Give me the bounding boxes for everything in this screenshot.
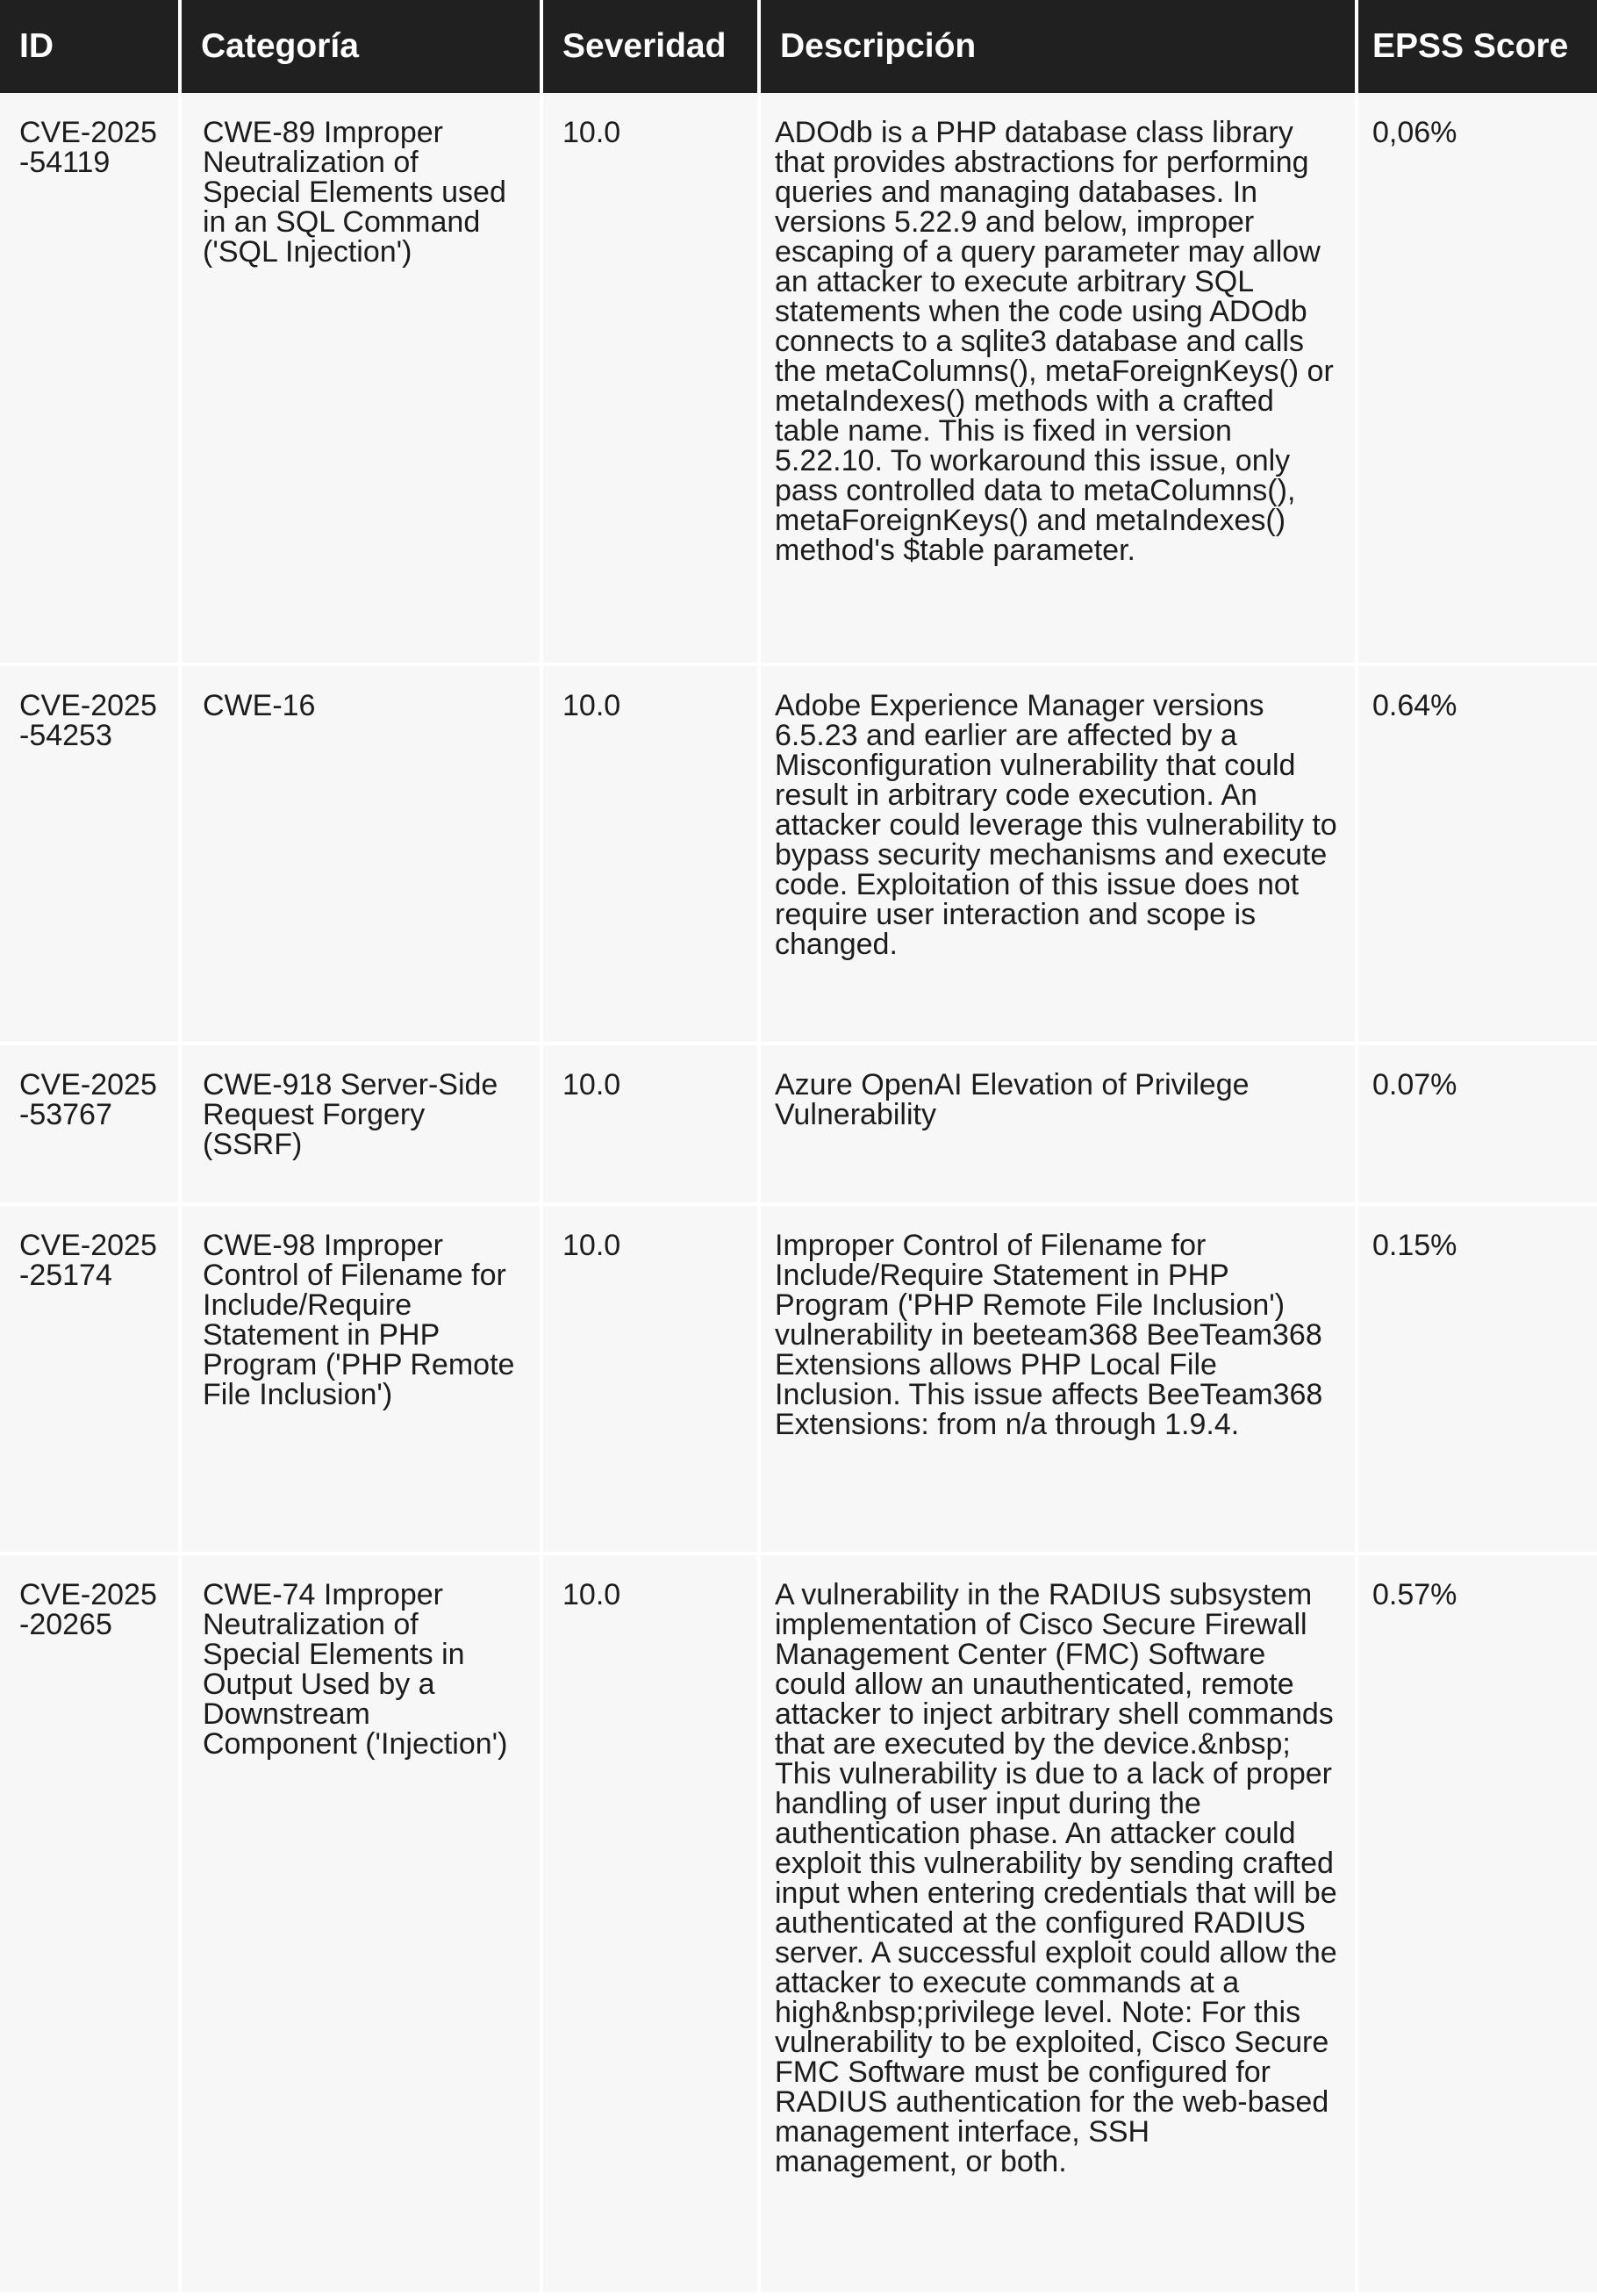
cell-description: ADOdb is a PHP database class library that provides abstractions for performing queries and managing databases. In versions 5.22.9 and below, improper escaping of a query parameter may allow an attacker to execute arbitrary SQL statements when the code using ADOdb connects to a sqlite3 database and calls the metaColumns(), metaForeignKeys() or metaIndexes() methods with a crafted table name. This is fixed in version 5.22.10. To workaround this issue, only pass controlled data to metaColumns(), metaForeignKeys() and metaIndexes() method's $table parameter.: [759, 93, 1357, 664]
cell-severity: 10.0: [541, 1553, 759, 2294]
table-row: [0, 1553, 1597, 2294]
cell-id: [0, 1553, 180, 2294]
cve-id-prefix: CVE-2025: [19, 1578, 157, 1612]
header-epss: EPSS Score: [1357, 0, 1597, 93]
cve-id-suffix: -54253: [19, 718, 112, 752]
cve-id-prefix: CVE-2025: [19, 1067, 157, 1101]
cell-category: CWE-74 Improper Neutralization of Special Elements in Output Used by a Downstream Component ('Injection'): [180, 1553, 541, 2294]
cell-id: [0, 1204, 180, 1553]
cve-id-suffix: -20265: [19, 1608, 112, 1642]
table-row: [0, 664, 1597, 1044]
cell-severity: 10.0: [541, 93, 759, 664]
cell-description: A vulnerability in the RADIUS subsystem implementation of Cisco Secure Firewall Management Center (FMC) Software could allow an unauthenticated, remote attacker to inject arbitrary shell commands that are executed by the device.&nbsp; This vulnerability is due to a lack of proper handling of user input during the authentication phase. An attacker could exploit this vulnerability by sending crafted input when entering credentials that will be authenticated at the configured RADIUS server. A successful exploit could allow the attacker to execute commands at a high&nbsp;privilege level. Note: For this vulnerability to be exploited, Cisco Secure FMC Software must be configured for RADIUS authentication for the web-based management interface, SSH management, or both.: [759, 1553, 1357, 2294]
table-row: [0, 1044, 1597, 1204]
cell-epss: 0.64%: [1357, 664, 1597, 1044]
header-severity: Severidad: [541, 0, 759, 93]
cell-description: Improper Control of Filename for Include/Require Statement in PHP Program ('PHP Remote File Inclusion') vulnerability in beeteam368 BeeTeam368 Extensions allows PHP Local File Inclusion. This issue affects BeeTeam368 Extensions: from n/a through 1.9.4.: [759, 1204, 1357, 1553]
cve-id-suffix: -53767: [19, 1097, 112, 1131]
cve-id-prefix: CVE-2025: [19, 116, 157, 149]
header-category: Categoría: [180, 0, 541, 93]
cell-id: [0, 1044, 180, 1204]
cve-id-prefix: CVE-2025: [19, 688, 157, 722]
table-header: [0, 0, 1597, 93]
cell-category: CWE-918 Server-Side Request Forgery (SSRF): [180, 1044, 541, 1204]
header-row: [0, 0, 1597, 93]
cell-id: [0, 664, 180, 1044]
cell-epss: 0,06%: [1357, 93, 1597, 664]
cell-category: CWE-89 Improper Neutralization of Special Elements used in an SQL Command ('SQL Injection'): [180, 93, 541, 664]
cell-description: Azure OpenAI Elevation of Privilege Vulnerability: [759, 1044, 1357, 1204]
table-row: [0, 93, 1597, 664]
cell-category: CWE-98 Improper Control of Filename for Include/Require Statement in PHP Program ('PHP Remote File Inclusion'): [180, 1204, 541, 1553]
cell-epss: 0.57%: [1357, 1553, 1597, 2294]
cve-id-prefix: CVE-2025: [19, 1229, 157, 1262]
cell-severity: 10.0: [541, 1044, 759, 1204]
cell-description: Adobe Experience Manager versions 6.5.23 and earlier are affected by a Misconfiguration vulnerability that could result in arbitrary code execution. An attacker could leverage this vulnerability to bypass security mechanisms and execute code. Exploitation of this issue does not require user interaction and scope is changed.: [759, 664, 1357, 1044]
header-id: ID: [0, 0, 180, 93]
cell-epss: 0.07%: [1357, 1044, 1597, 1204]
cve-id-suffix: -25174: [19, 1259, 112, 1292]
cell-severity: 10.0: [541, 1204, 759, 1553]
cell-category: CWE-16: [180, 664, 541, 1044]
cell-epss: 0.15%: [1357, 1204, 1597, 1553]
table-row: [0, 1204, 1597, 1553]
cve-id-suffix: -54119: [19, 146, 111, 179]
table-body: [0, 93, 1597, 2294]
cell-id: [0, 93, 180, 664]
header-description: Descripción: [759, 0, 1357, 93]
cell-severity: 10.0: [541, 664, 759, 1044]
